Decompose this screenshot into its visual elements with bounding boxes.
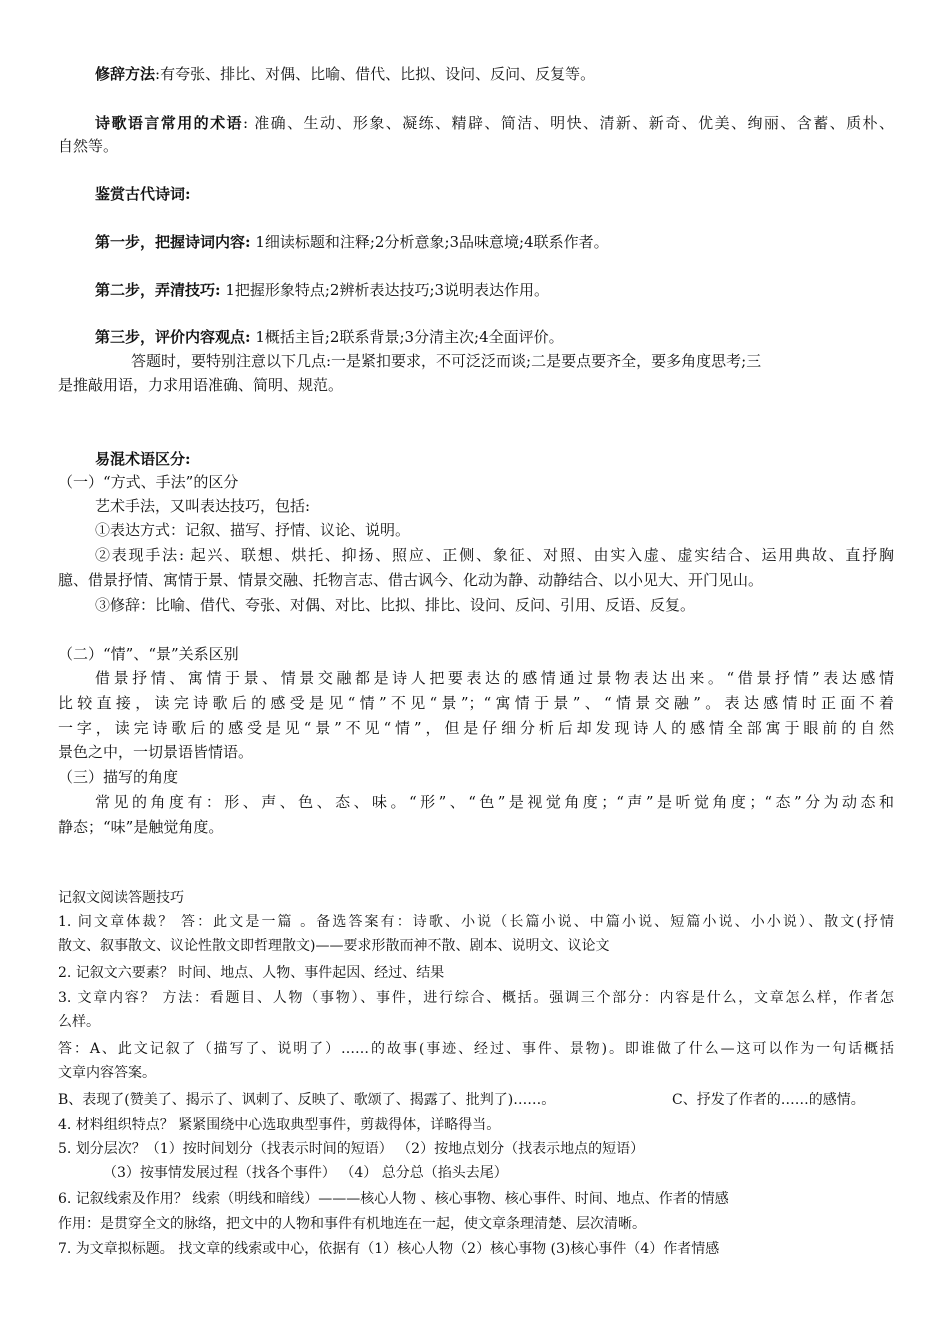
section-2-line-2: 比较直接，读完诗歌后的感受是见“情”不见“景”；“寓情于景”、“情景交融”。表达感情时正面不着: [58, 694, 894, 712]
section-2-title: （二）“情”、“景”关系区别: [58, 645, 239, 663]
section-1-item-a: ①表达方式：记叙、描写、抒情、议论、说明。: [95, 521, 411, 539]
section-3-line-2: 静态；“味”是触觉角度。: [58, 818, 224, 836]
section-1-item-b-line-2: 臆、借景抒情、寓情于景、情景交融、托物言志、借古讽今、化动为静、动静结合、以小见大、开门见山。: [58, 571, 764, 589]
section-1-intro: 艺术手法，又叫表达技巧，包括:: [95, 497, 311, 515]
section-2-line-1: 借景抒情、寓情于景、情景交融都是诗人把要表达的感情通过景物表达出来。“借景抒情”表达感情: [95, 669, 894, 687]
rhetoric-methods-text: :有夸张、排比、对偶、比喻、借代、比拟、设问、反问、反复等。: [155, 65, 596, 83]
narrative-answer-line-1: 答：A、此文记叙了（描写了、说明了）……的故事(事迹、经过、事件、景物)。即谁做了什么—这可以作为一句话概括: [58, 1041, 894, 1057]
narrative-q6-line-1: 6. 记叙线索及作用？ 线索（明线和暗线）———核心人物 、核心事物、核心事件、时间、地点、作者的情感: [58, 1191, 729, 1207]
step-1-label: 第一步，把握诗词内容:: [95, 233, 251, 251]
narrative-q7: 7. 为文章拟标题。 找文章的线索或中心，依据有（1）核心人物（2）核心事物 (3)核心事件（4）作者情感: [58, 1241, 720, 1257]
step-1-text: 1细读标题和注释;2分析意象;3品味意境;4联系作者。: [250, 233, 609, 251]
note-line-1: 答题时，要特别注意以下几点:一是紧扣要求，不可泛泛而谈;二是要点要齐全，要多角度思考;三: [131, 352, 762, 370]
narrative-q4: 4. 材料组织特点？ 紧紧围绕中心选取典型事件，剪裁得体，详略得当。: [58, 1117, 501, 1133]
step-2-label: 第二步，弄清技巧:: [95, 281, 221, 299]
narrative-q5-line-2: （3）按事情发展过程（找各个事件） （4） 总分总（掐头去尾）: [103, 1165, 508, 1181]
section-3-title: （三）描写的角度: [58, 768, 179, 786]
section-1-item-c: ③修辞：比喻、借代、夸张、对偶、对比、比拟、排比、设问、反问、引用、反语、反复。: [95, 596, 696, 614]
section-2-line-3: 一字，读完诗歌后的感受是见“景”不见“情”，但是仔细分析后却发现诗人的感情全部寓于眼前的自然: [58, 719, 894, 737]
poetry-terms-line-1: [95, 112, 894, 134]
section-1-item-b-line-1: ②表现手法: 起兴、联想、烘托、抑扬、照应、正侧、象征、对照、由实入虚、虚实结合、运用典故、直抒胸: [95, 546, 894, 564]
narrative-q5-line-1: 5. 划分层次？（1）按时间划分（找表示时间的短语） （2）按地点划分（找表示地点的短语）: [58, 1141, 645, 1157]
step-2-text: 1把握形象特点;2辨析表达技巧;3说明表达作用。: [220, 281, 550, 299]
rhetoric-methods-line: [95, 63, 894, 85]
section-3-line-1: 常见的角度有：形、声、色、态、味。“形”、“色”是视觉角度；“声”是听觉角度；“态”分为动态和: [95, 793, 894, 811]
step-2-line: [95, 279, 894, 301]
narrative-q1-line-2: 散文、叙事散文、议论性散文即哲理散文)——要求形散而神不散、剧本、说明文、议论文: [58, 938, 610, 954]
note-line-2: 是推敲用语，力求用语准确、简明、规范。: [58, 376, 344, 394]
step-3-label: 第三步，评价内容观点:: [95, 328, 251, 346]
section-2-line-4: 景色之中，一切景语皆情语。: [58, 743, 254, 761]
appreciation-heading: 鉴赏古代诗词:: [95, 185, 191, 203]
narrative-answer-b: B、表现了(赞美了、揭示了、讽刺了、反映了、歌颂了、揭露了、批判了)……。: [58, 1092, 556, 1108]
narrative-heading: 记叙文阅读答题技巧: [58, 890, 184, 906]
step-1-line: [95, 231, 894, 253]
step-3-line: [95, 326, 894, 348]
narrative-q1-line-1: 1. 问文章体裁？ 答：此文是一篇 。备选答案有：诗歌、小说（长篇小说、中篇小说、短篇小说、小小说）、散文(抒情: [58, 914, 894, 930]
narrative-q3-line-2: 么样。: [58, 1014, 100, 1030]
narrative-q2: 2. 记叙文六要素？ 时间、地点、人物、事件起因、经过、结果: [58, 965, 445, 981]
narrative-q6-line-2: 作用：是贯穿全文的脉络，把文中的人物和事件有机地连在一起，使文章条理清楚、层次清晰。: [58, 1216, 646, 1232]
rhetoric-methods-label: 修辞方法: [95, 65, 156, 83]
poetry-terms-text: : 准确、生动、形象、凝练、精辟、简洁、明快、清新、新奇、优美、绚丽、含蓄、质朴、: [242, 114, 894, 132]
section-1-title: （一）“方式、手法”的区分: [58, 473, 239, 491]
narrative-q3-line-1: 3. 文章内容？ 方法：看题目、人物（事物）、事件，进行综合、概括。强调三个部分：内容是什么，文章怎么样，作者怎: [58, 990, 894, 1006]
narrative-answer-c: C、抒发了作者的……的感情。: [672, 1092, 865, 1108]
confusing-terms-heading: 易混术语区分:: [95, 450, 191, 468]
poetry-terms-label: 诗歌语言常用的术语: [95, 114, 243, 132]
step-3-text: 1概括主旨;2联系背景;3分清主次;4全面评价。: [250, 328, 564, 346]
narrative-answer-line-2: 文章内容答案。: [58, 1065, 156, 1081]
poetry-terms-line-2: 自然等。: [58, 137, 119, 155]
